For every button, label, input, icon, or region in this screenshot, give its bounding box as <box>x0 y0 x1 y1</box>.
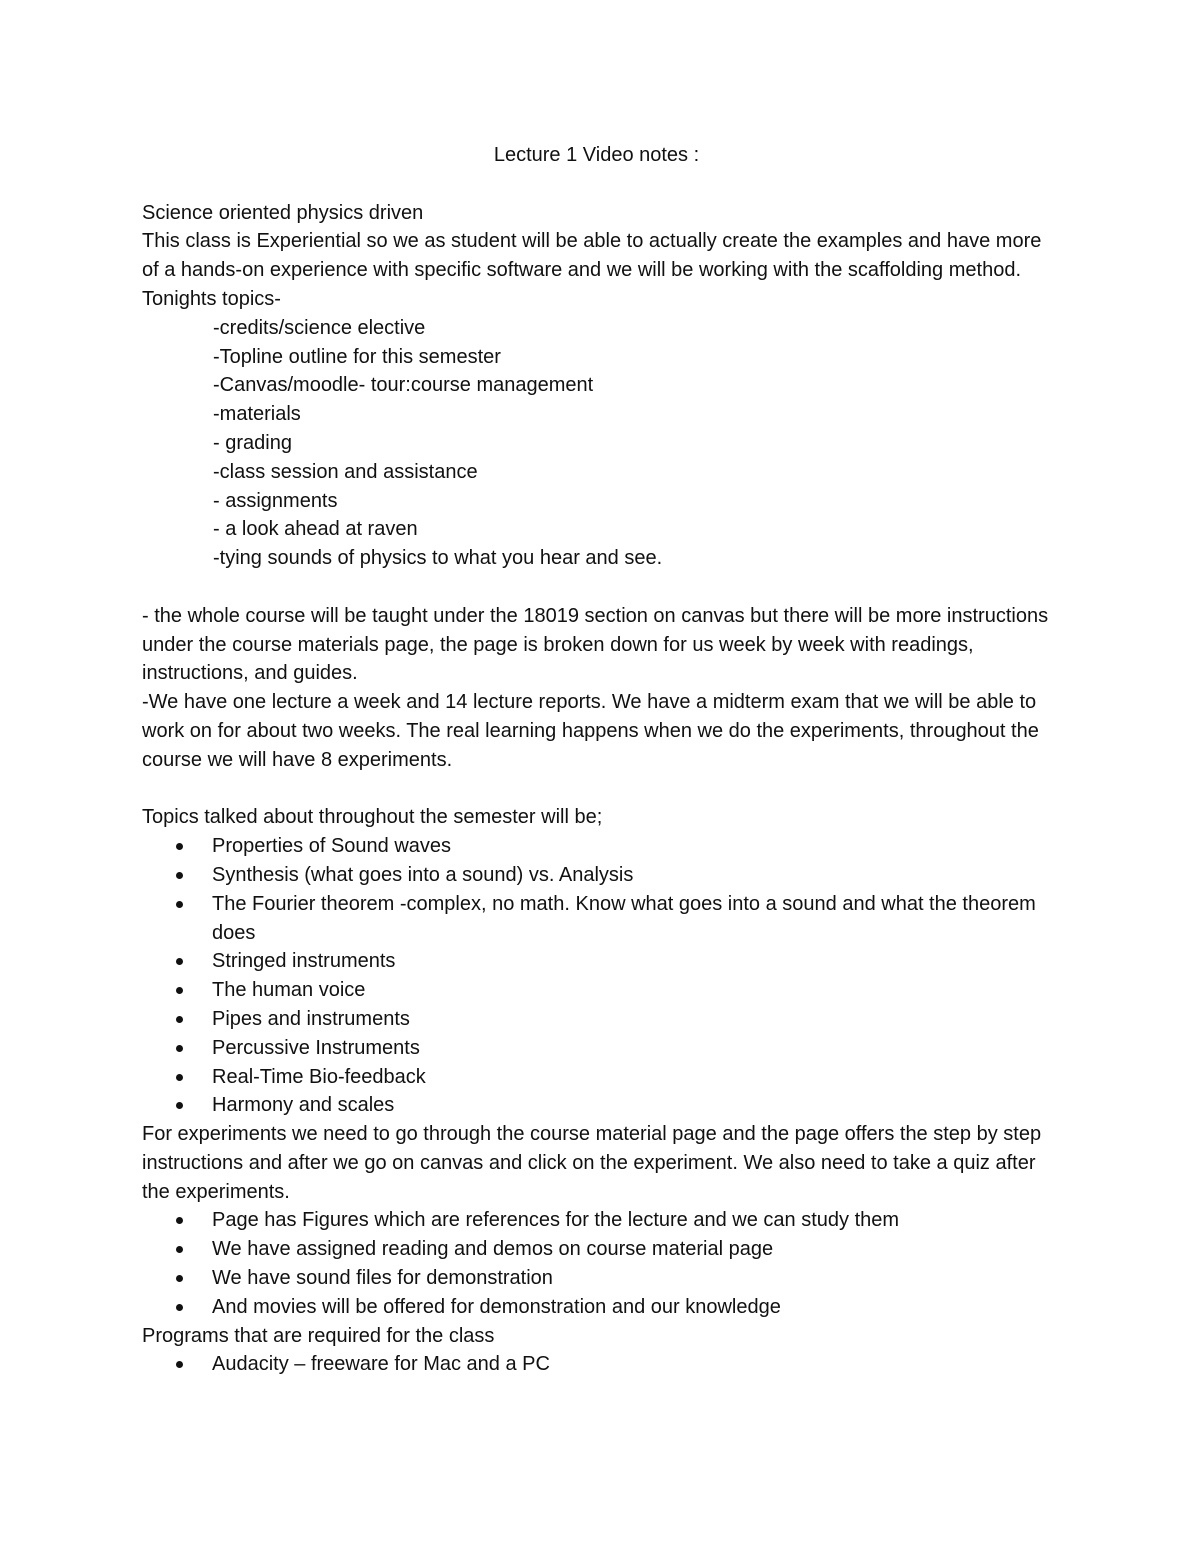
topic-item: -Topline outline for this semester <box>213 345 501 368</box>
semester-topics-list <box>142 832 1057 1120</box>
course-paragraph: -We have one lecture a week and 14 lecture reports. We have a midterm exam that we will be able to work on for about two weeks. The real learning happens when we do the experiments, throughout the course we will have 8 experiments. <box>142 691 1039 771</box>
list-item-text: Percussive Instruments <box>212 1036 420 1059</box>
experiments-paragraph: For experiments we need to go through the course material page and the page offers the step by step instructions and after we go on canvas and click on the experiment. We also need to take a quiz after the experiments. <box>142 1123 1042 1203</box>
list-item <box>142 861 1057 890</box>
list-item <box>142 976 1057 1005</box>
topic-item: -tying sounds of physics to what you hear and see. <box>213 547 663 570</box>
list-item <box>142 947 1057 976</box>
semester-heading: Topics talked about throughout the semester will be; <box>142 806 603 829</box>
list-item <box>142 1206 1057 1235</box>
bullet-icon <box>176 958 183 965</box>
list-item <box>142 1091 1057 1120</box>
programs-heading: Programs that are required for the class <box>142 1324 495 1347</box>
page-features-list <box>142 1206 1057 1321</box>
list-item-text: Real-Time Bio-feedback <box>212 1065 426 1088</box>
list-item <box>142 1063 1057 1092</box>
topic-item: -credits/science elective <box>213 316 426 339</box>
topic-item: -class session and assistance <box>213 460 478 483</box>
topic-item: -materials <box>213 403 301 426</box>
list-item <box>142 1293 1057 1322</box>
list-item <box>142 1034 1057 1063</box>
programs-list <box>142 1350 1057 1379</box>
bullet-icon <box>176 1074 183 1081</box>
list-item-text: The Fourier theorem -complex, no math. Know what goes into a sound and what the theorem does <box>212 892 1036 944</box>
list-item-text: Properties of Sound waves <box>212 835 452 858</box>
document-page <box>142 141 1057 1379</box>
intro-line: Science oriented physics driven <box>142 201 424 224</box>
bullet-icon <box>176 1045 183 1052</box>
course-paragraph: - the whole course will be taught under the 18019 section on canvas but there will be more instructions under the course materials page, the page is broken down for us week by week with readings, instructions, and guides. <box>142 604 1049 685</box>
topic-item: - a look ahead at raven <box>213 518 418 541</box>
list-item <box>142 1235 1057 1264</box>
topic-item: - assignments <box>213 489 338 512</box>
bullet-icon <box>176 1246 183 1253</box>
bullet-icon <box>176 872 183 879</box>
list-item-text: Audacity – freeware for Mac and a PC <box>212 1353 550 1376</box>
bullet-icon <box>176 987 183 994</box>
list-item-text: We have assigned reading and demos on course material page <box>212 1238 774 1261</box>
list-item-text: Page has Figures which are references for the lecture and we can study them <box>212 1209 900 1232</box>
list-item-text: Stringed instruments <box>212 950 396 973</box>
list-item-text: We have sound files for demonstration <box>212 1267 553 1290</box>
blank-line <box>142 775 1057 804</box>
topics-list <box>142 314 1057 573</box>
list-item-text: The human voice <box>212 979 366 1002</box>
blank-line <box>142 573 1057 602</box>
intro-paragraph: This class is Experiential so we as student will be able to actually create the examples and have more of a hands-on experience with specific software and we will be working with the scaffolding method. <box>142 230 1042 282</box>
list-item <box>142 890 1057 948</box>
list-item <box>142 1264 1057 1293</box>
topic-item: -Canvas/moodle- tour:course management <box>213 374 594 397</box>
list-item-text: Synthesis (what goes into a sound) vs. Analysis <box>212 863 634 886</box>
list-item <box>142 1350 1057 1379</box>
bullet-icon <box>176 1275 183 1282</box>
bullet-icon <box>176 843 183 850</box>
bullet-icon <box>176 1217 183 1224</box>
list-item-text: Harmony and scales <box>212 1094 395 1117</box>
topics-heading: Tonights topics- <box>142 287 281 310</box>
list-item <box>142 832 1057 861</box>
list-item-text: Pipes and instruments <box>212 1007 410 1030</box>
bullet-icon <box>176 1016 183 1023</box>
topic-item: - grading <box>213 431 292 454</box>
bullet-icon <box>176 1304 183 1311</box>
bullet-icon <box>176 1102 183 1109</box>
bullet-icon <box>176 901 183 908</box>
blank-line <box>142 170 1057 199</box>
list-item <box>142 1005 1057 1034</box>
list-item-text: And movies will be offered for demonstration and our knowledge <box>212 1295 781 1318</box>
bullet-icon <box>176 1361 183 1368</box>
page-title: Lecture 1 Video notes : <box>493 144 700 166</box>
